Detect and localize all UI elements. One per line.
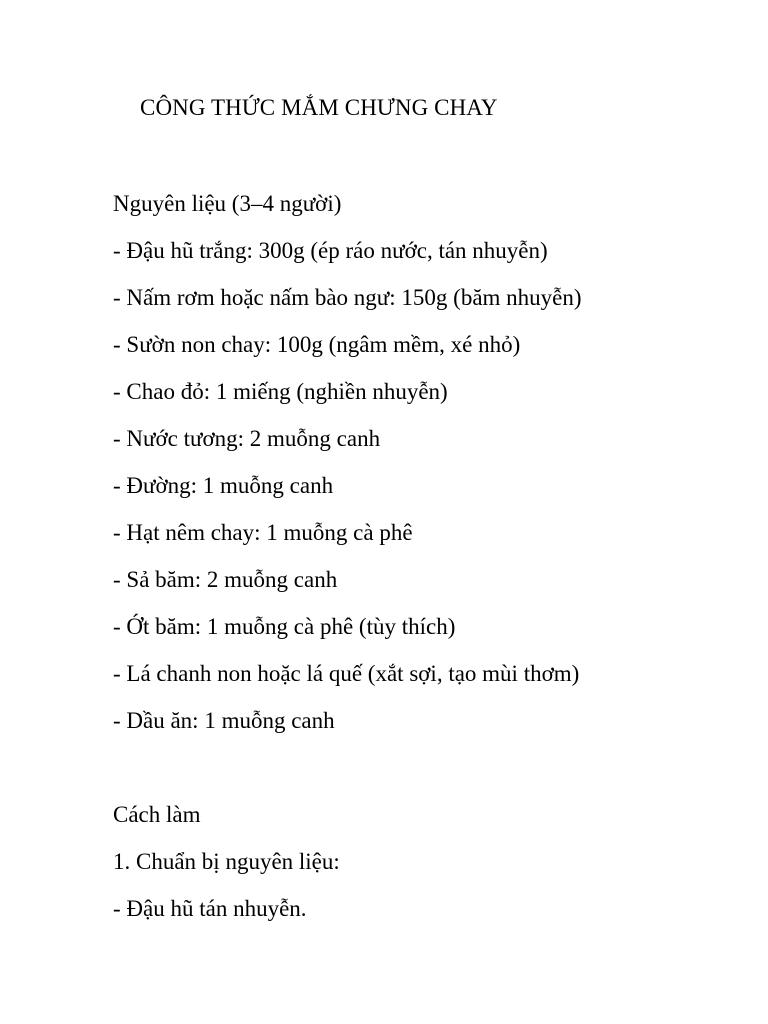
ingredient-item-tofu: - Đậu hũ trắng: 300g (ép ráo nước, tán nhuyễn) xyxy=(113,238,548,263)
ingredient-item-lime-leaves: - Lá chanh non hoặc lá quế (xắt sợi, tạo mùi thơm) xyxy=(113,661,580,686)
ingredient-item-vegan-ribs: - Sườn non chay: 100g (ngâm mềm, xé nhỏ) xyxy=(113,332,521,357)
ingredient-item-sugar: - Đường: 1 muỗng canh xyxy=(113,473,334,498)
ingredient-item-oil: - Dầu ăn: 1 muỗng canh xyxy=(113,708,335,733)
page-title: CÔNG THỨC MẮM CHƯNG CHAY xyxy=(140,95,498,120)
ingredient-item-lemongrass: - Sả băm: 2 muỗng canh xyxy=(113,567,338,592)
method-step-1-item: - Đậu hũ tán nhuyễn. xyxy=(113,896,307,921)
ingredient-item-red-fermented-tofu: - Chao đỏ: 1 miếng (nghiền nhuyễn) xyxy=(113,379,448,404)
ingredient-item-mushroom: - Nấm rơm hoặc nấm bào ngư: 150g (băm nhuyễn) xyxy=(113,285,582,310)
ingredient-item-seasoning: - Hạt nêm chay: 1 muỗng cà phê xyxy=(113,520,413,545)
ingredient-item-soy-sauce: - Nước tương: 2 muỗng canh xyxy=(113,426,381,451)
method-step-1-title: 1. Chuẩn bị nguyên liệu: xyxy=(113,849,340,874)
ingredients-heading: Nguyên liệu (3–4 người) xyxy=(113,191,342,216)
method-heading: Cách làm xyxy=(113,802,201,827)
ingredient-item-chili: - Ớt băm: 1 muỗng cà phê (tùy thích) xyxy=(113,614,456,639)
